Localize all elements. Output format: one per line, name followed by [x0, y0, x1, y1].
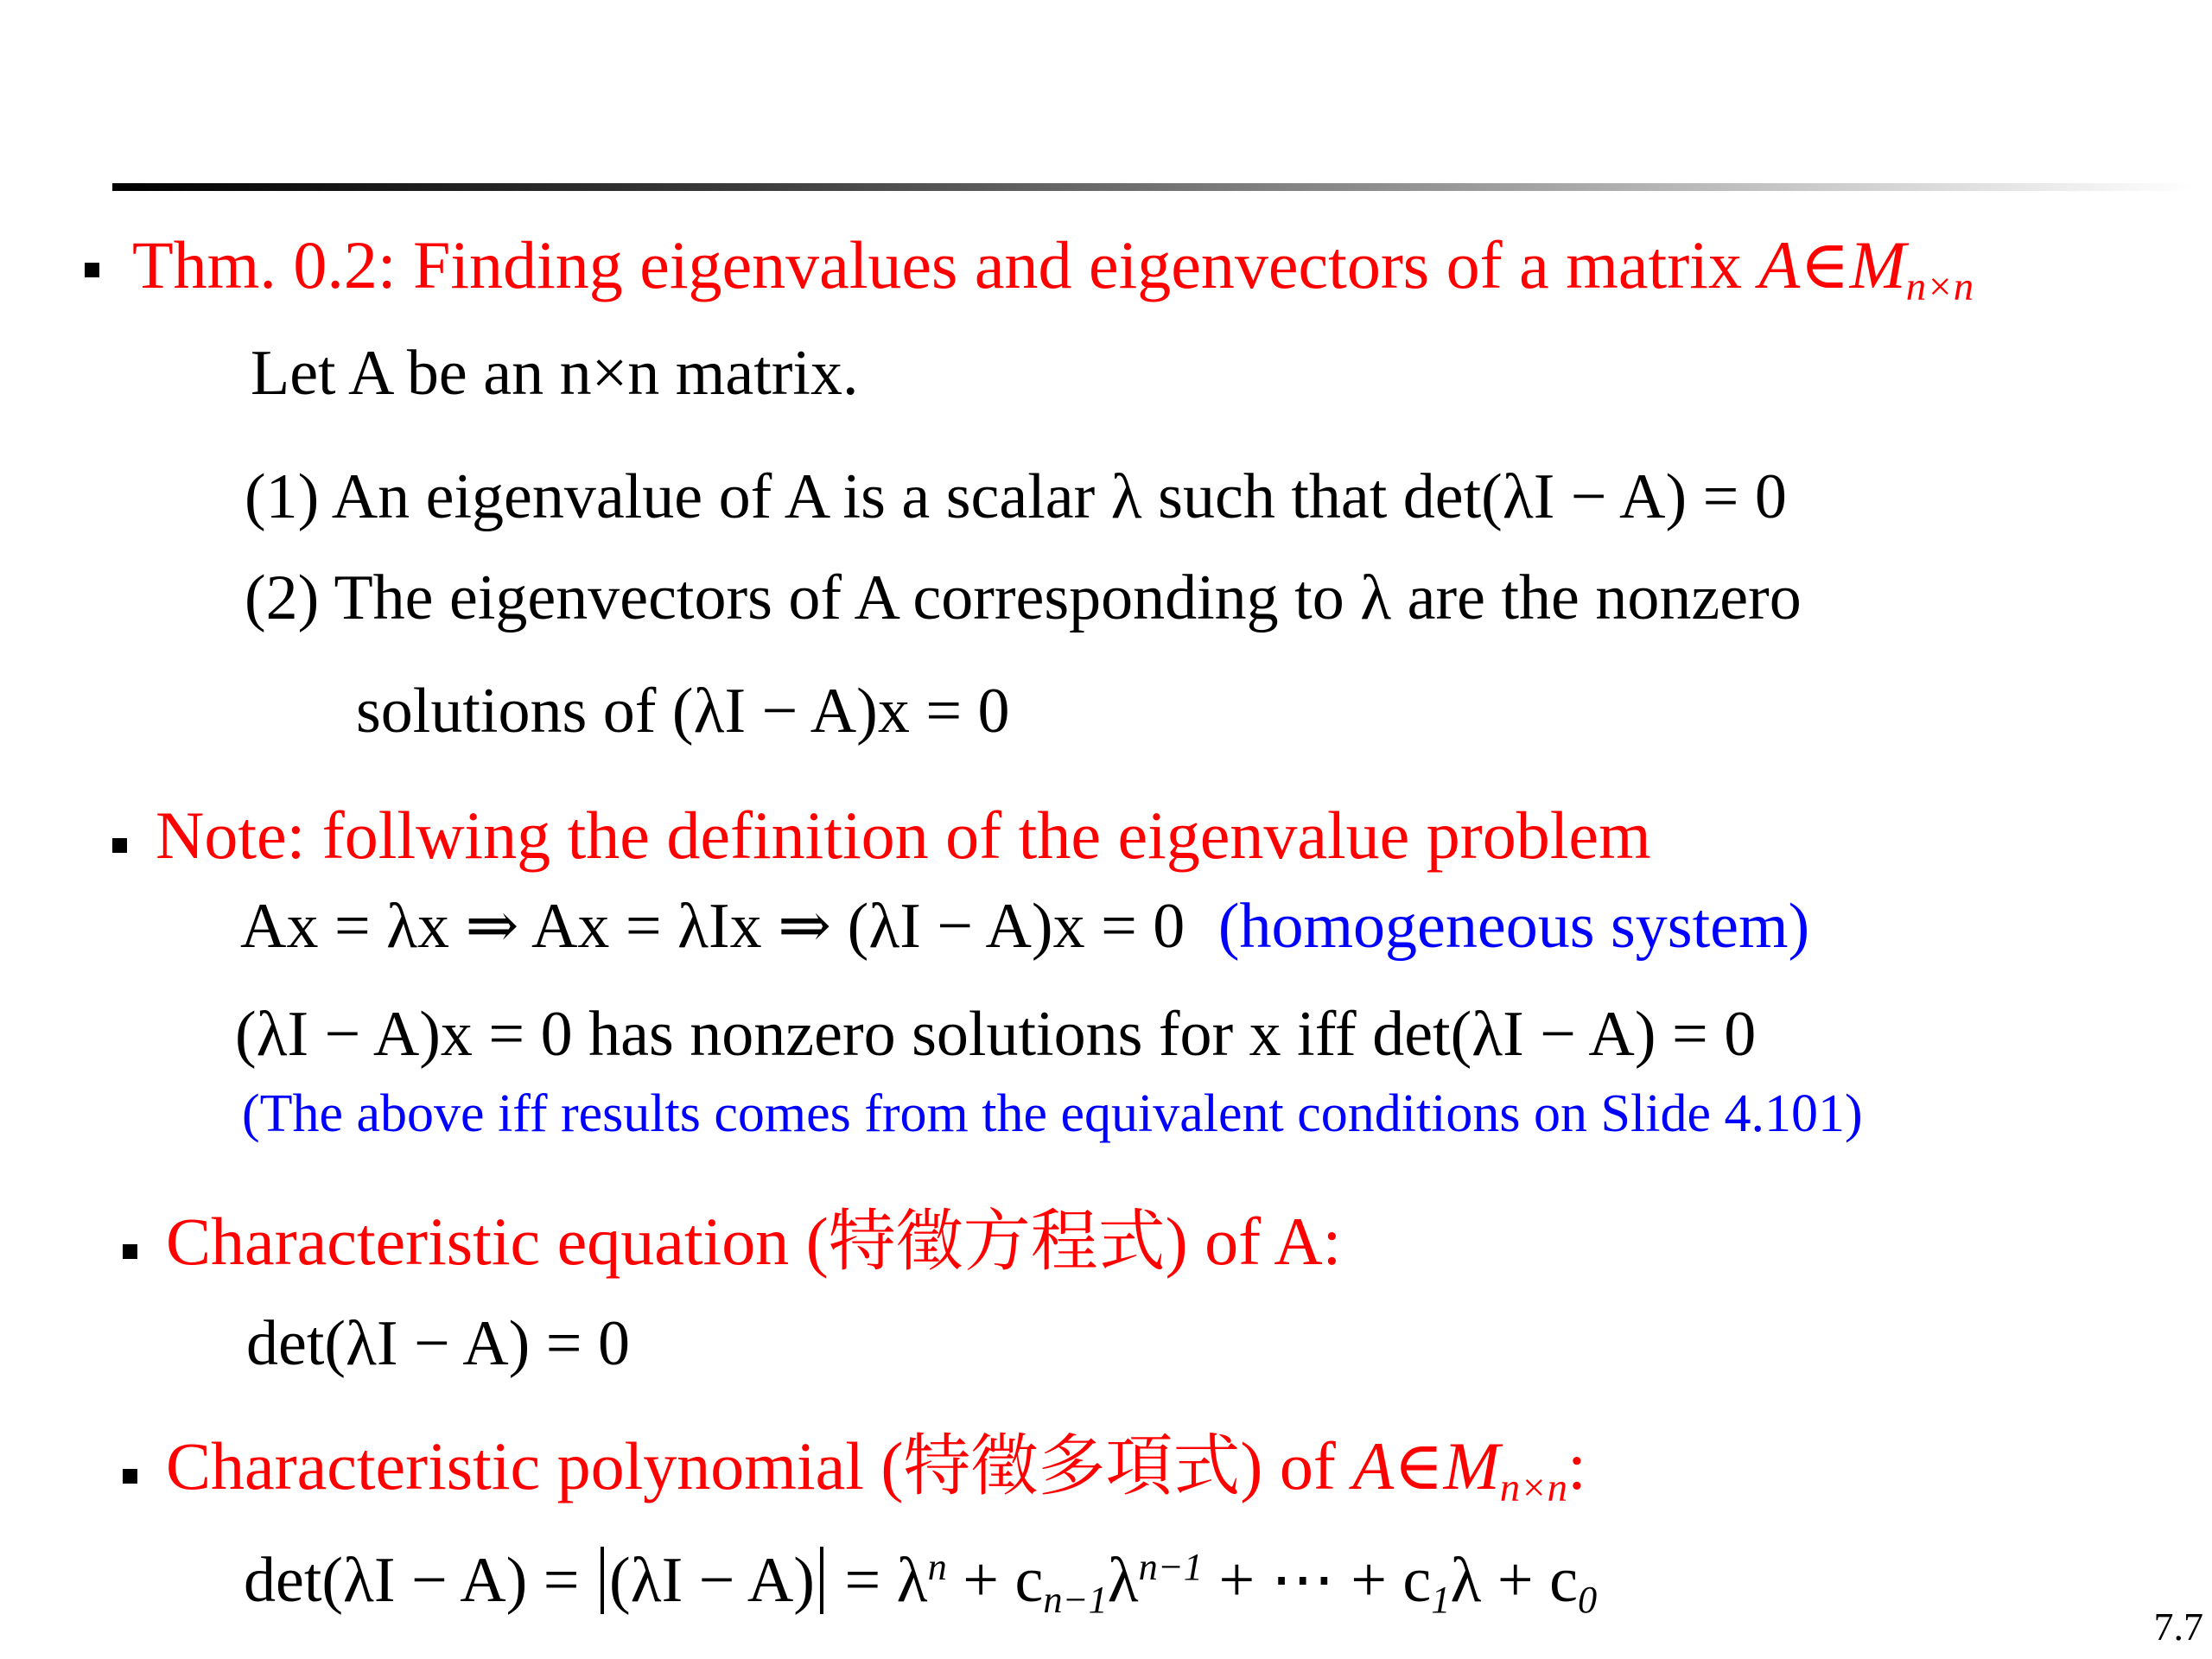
bullet-marker — [85, 263, 99, 277]
theorem-heading-text: Thm. 0.2: Finding eigenvalues and eigenvectors of a matrix — [132, 227, 1759, 302]
char-eq-equation: det(λI − A) = 0 — [246, 1308, 631, 1379]
bullet-marker — [123, 1469, 137, 1484]
theorem-heading-math: A∈M — [1758, 227, 1906, 302]
poly-abs: (λI − A) — [609, 1544, 815, 1616]
poly-rhs5-sub: 0 — [1577, 1578, 1598, 1622]
theorem-item-2: (2) The eigenvectors of A corresponding to λ are the nonzero — [245, 563, 1802, 633]
item1-text: (1) An eigenvalue of A is a scalar λ such that — [245, 461, 1403, 532]
poly-rhs2: + c — [946, 1544, 1044, 1616]
page-number: 7.7 — [2153, 1605, 2203, 1649]
derivation-math: Ax = λx ⇒ Ax = λIx ⇒ (λI − A)x = 0 — [240, 891, 1185, 962]
poly-rhs1: = λ — [828, 1544, 928, 1616]
bullet-marker — [123, 1244, 137, 1259]
iff-math-2: det(λI − A) = 0 — [1372, 999, 1757, 1070]
poly-rhs2-sub: n−1 — [1043, 1578, 1108, 1622]
note-iff-line — [235, 999, 1757, 1070]
char-poly-heading-end: : — [1567, 1428, 1586, 1503]
poly-rhs1-sup: n — [927, 1545, 947, 1589]
note-derivation — [240, 891, 1810, 962]
poly-rhs3: λ — [1107, 1544, 1139, 1616]
char-eq-heading: Characteristic equation (特徵方程式) of A: — [166, 1204, 1342, 1279]
poly-lhs: det(λI − A) = — [244, 1544, 596, 1616]
homogeneous-label: (homogeneous system) — [1217, 891, 1810, 962]
theorem-heading — [132, 227, 1974, 310]
char-poly-heading-text: Characteristic polynomial (特徵多項式) of — [166, 1428, 1353, 1503]
theorem-item-2-continued — [356, 676, 1010, 747]
note-remark: (The above iff results comes from the equivalent conditions on Slide 4.101) — [242, 1084, 1863, 1143]
iff-math: (λI − A)x = 0 — [235, 999, 573, 1070]
item1-math: det(λI − A) = 0 — [1402, 461, 1787, 532]
poly-rhs3-sup: n−1 — [1138, 1545, 1203, 1589]
theorem-heading-sub: n×n — [1905, 264, 1974, 310]
poly-rhs4-sub: 1 — [1431, 1578, 1451, 1622]
char-poly-heading — [166, 1428, 1586, 1511]
item2-cont-math: (λI − A)x = 0 — [671, 676, 1010, 747]
char-poly-heading-math: A∈M — [1352, 1428, 1500, 1503]
title-rule — [112, 183, 2195, 191]
poly-rhs5: λ + c — [1450, 1544, 1578, 1616]
note-heading: Note: follwing the definition of the eigenvalue problem — [156, 798, 1651, 873]
theorem-let-line: Let A be an n×n matrix. — [251, 338, 859, 409]
theorem-item-1 — [245, 461, 1787, 532]
item2-cont-text: solutions of — [356, 676, 672, 747]
char-poly-heading-sub: n×n — [1499, 1465, 1568, 1511]
char-poly-equation — [244, 1544, 1598, 1622]
abs-bar-left — [601, 1547, 604, 1614]
abs-bar-right — [820, 1547, 823, 1614]
poly-rhs4: + ⋯ + c — [1202, 1544, 1432, 1616]
bullet-marker — [112, 838, 127, 853]
iff-text: has nonzero solutions for x iff — [572, 999, 1373, 1070]
